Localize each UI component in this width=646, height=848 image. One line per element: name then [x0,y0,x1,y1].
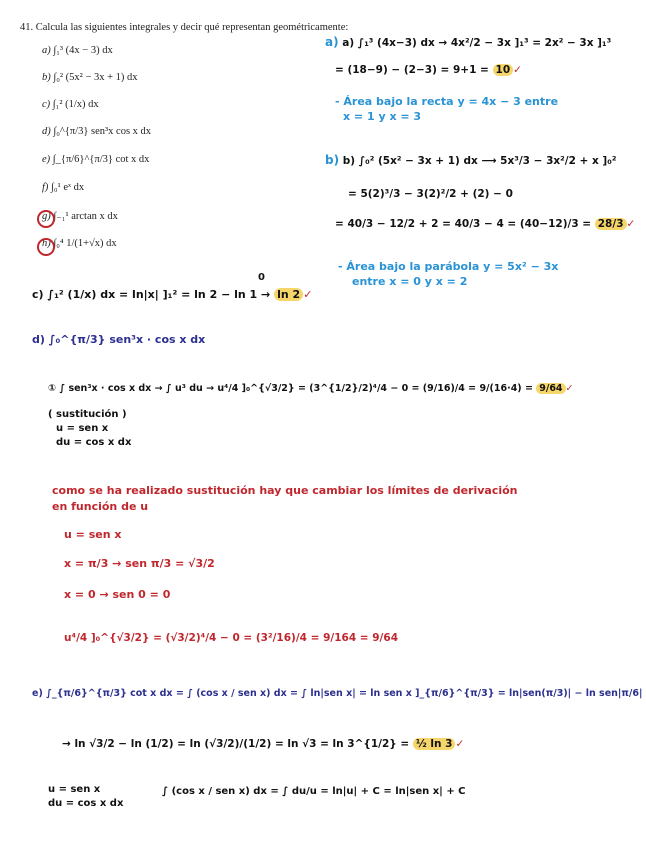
circle-mark-icon [37,210,55,228]
solution-e-sub-3: ∫ (cos x / sen x) dx = ∫ du/u = ln|u| + C = ln|sen x| + C [162,786,466,797]
solution-c-line-1: c) ∫₁² (1/x) dx = ln|x| ]₁² = ln 2 − ln 1 → ln 2 ✓ [32,288,313,301]
solution-d-line-2: ① ∫ sen³x · cos x dx → ∫ u³ du → u⁴/4 ]₀^{√3/2} = (3^{1/2}/2)⁴/4 − 0 = (9/16)/4 = 9/(16·4) = 9/64 ✓ [48,383,574,394]
circle-mark-icon [37,238,55,256]
list-item: d) ∫₀^{π/3} sen³x cos x dx [42,126,152,137]
list-item: b) ∫₀² (5x² − 3x + 1) dx [42,72,138,83]
list-item: f) ∫₀¹ eˣ dx [42,182,85,193]
solution-d-note-5: x = 0 → sen 0 = 0 [64,588,171,601]
solution-d-note-4: x = π/3 → sen π/3 = √3/2 [64,557,215,570]
list-item: e) ∫_{π/6}^{π/3} cot x dx [42,154,150,165]
solution-a-note-2: x = 1 y x = 3 [343,110,422,123]
solution-d-note-2: en función de u [52,500,149,513]
solution-e-sub-2: du = cos x dx [48,798,124,809]
solution-a-line-2: = (18−9) − (2−3) = 9+1 = 10 ✓ [335,64,522,76]
solution-e-sub-1: u = sen x [48,784,101,795]
solution-d-note-6: u⁴/4 ]₀^{√3/2} = (√3/2)⁴/4 − 0 = (3²/16)/4 = 9/164 = 9/64 [64,632,399,644]
problem-statement: 41. Calcula las siguientes integrales y decir qué representan geométricamente: [20,22,349,33]
solution-a-note: - Área bajo la recta y = 4x − 3 entre [335,95,559,108]
solution-b-line-2: = 5(2)³/3 − 3(2)²/2 + (2) − 0 [348,188,513,200]
solution-a-line-1: a) a) ∫₁³ (4x−3) dx → 4x²/2 − 3x ]₁³ = 2x² − 3x ]₁³ [325,35,612,49]
solution-b-line-3: = 40/3 − 12/2 + 2 = 40/3 − 4 = (40−12)/3 = 28/3 ✓ [335,218,636,230]
list-item: g) ∫₋₁¹ arctan x dx [42,211,118,222]
solution-c-zero: 0 [258,272,265,283]
list-item: h) ∫₀⁴ 1/(1+√x) dx [42,238,117,249]
solution-b-note: - Área bajo la parábola y = 5x² − 3x [338,260,559,273]
solution-d-sub-1: ( sustitución ) [48,409,127,420]
solution-d-note: como se ha realizado sustitución hay que cambiar los límites de derivación [52,484,518,497]
solution-e-line-2: → ln √3/2 − ln (1/2) = ln (√3/2)/(1/2) = ln √3 = ln 3^{1/2} = ½ ln 3 ✓ [62,738,465,750]
solution-b-line-1: b) b) ∫₀² (5x² − 3x + 1) dx ⟶ 5x³/3 − 3x²/2 + x ]₀² [325,153,617,167]
solution-b-note-2: entre x = 0 y x = 2 [352,275,468,288]
solution-d-line-1: d) ∫₀^{π/3} sen³x · cos x dx [32,333,206,346]
solution-d-note-3: u = sen x [64,528,122,541]
list-item: c) ∫₁² (1/x) dx [42,99,99,110]
solution-e-line-1: e) ∫_{π/6}^{π/3} cot x dx = ∫ (cos x / sen x) dx = ∫ ln|sen x| = ln sen x ]_{π/6}^{π/3} = ln|sen(π/3)| − ln sen|π/6| [32,688,643,699]
list-item: a) ∫₁³ (4x − 3) dx [42,45,113,56]
solution-d-sub-2: u = sen x [56,423,109,434]
solution-d-sub-3: du = cos x dx [56,437,132,448]
